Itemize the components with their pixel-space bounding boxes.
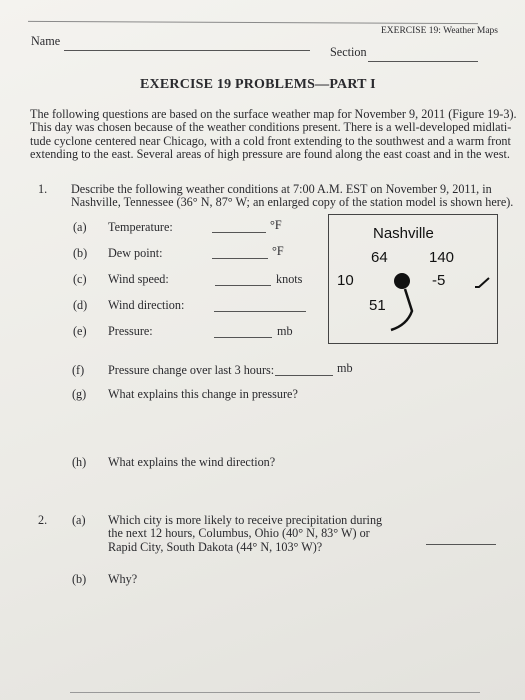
- station-dew-point: 51: [369, 297, 386, 314]
- item-letter: (b): [73, 246, 88, 260]
- station-pressure-change: -5: [432, 272, 446, 289]
- station-city: Nashville: [373, 225, 434, 242]
- q2-number: 2.: [38, 513, 48, 527]
- station-visibility: 10: [337, 272, 354, 289]
- wind-speed-answer[interactable]: [215, 285, 271, 286]
- intro-line: tude cyclone centered near Chicago, with a cold front extending to the southwest and a warm front: [30, 133, 511, 148]
- item-letter: (b): [72, 572, 87, 586]
- intro-line: extending to the east. Several areas of high pressure are found along the east coast and in the west.: [30, 147, 510, 162]
- page-title: EXERCISE 19 PROBLEMS—PART I: [140, 77, 376, 92]
- item-letter: (a): [73, 220, 87, 234]
- dew-point-answer[interactable]: [212, 258, 268, 259]
- pressure-tendency-icon: [475, 278, 489, 287]
- pressure-explain-label: What explains this change in pressure?: [108, 387, 298, 401]
- sky-cover-icon: [394, 273, 410, 289]
- q1-line: Nashville, Tennessee (36° N, 87° W; an enlarged copy of the station model is shown here).: [71, 195, 514, 210]
- q2a-line: the next 12 hours, Columbus, Ohio (40° N, 83° W) or: [108, 526, 370, 541]
- dew-point-label: Dew point:: [108, 246, 163, 260]
- unit-label: mb: [277, 324, 293, 338]
- section-label: Section: [330, 45, 367, 59]
- intro-line: The following questions are based on the surface weather map for November 9, 2011 (Figure 19-3).: [30, 107, 517, 121]
- station-pressure: 140: [429, 249, 455, 266]
- q1-line: Describe the following weather conditions at 7:00 A.M. EST on November 9, 2011, in: [71, 182, 492, 196]
- q2a-line: Rapid City, South Dakota (44° N, 103° W)?: [108, 539, 323, 554]
- unit-label: knots: [276, 272, 303, 286]
- intro-paragraph: [30, 107, 517, 162]
- temperature-label: Temperature:: [108, 220, 173, 234]
- pressure-answer[interactable]: [214, 337, 272, 338]
- q1-prompt: [71, 183, 513, 210]
- name-label: Name: [31, 34, 61, 48]
- wind-direction-label: Wind direction:: [108, 298, 185, 312]
- name-field[interactable]: [64, 50, 310, 51]
- item-letter: (d): [73, 298, 88, 312]
- item-letter: (e): [73, 324, 87, 338]
- item-letter: (a): [72, 513, 86, 527]
- q2a-line: Which city is more likely to receive precipitation during: [108, 513, 383, 527]
- wind-barb-icon: [391, 289, 412, 330]
- item-letter: (h): [72, 455, 87, 469]
- footer-rule: [70, 692, 480, 693]
- q2a-prompt: [108, 514, 382, 554]
- item-letter: (f): [72, 363, 85, 377]
- station-symbols: [329, 215, 497, 343]
- temperature-answer[interactable]: [212, 232, 266, 233]
- q2b-prompt: Why?: [108, 572, 138, 586]
- item-letter: (c): [73, 272, 87, 286]
- wind-direction-answer[interactable]: [214, 311, 306, 312]
- unit-label: mb: [337, 361, 353, 375]
- unit-label: °F: [272, 244, 284, 258]
- station-model-box: [328, 214, 498, 344]
- unit-label: °F: [270, 218, 282, 232]
- intro-line: This day was chosen because of the weather conditions present. There is a well-developed midlati-: [30, 120, 512, 135]
- pressure-label: Pressure:: [108, 324, 153, 338]
- q1-number: 1.: [38, 182, 48, 196]
- header-rule: [28, 21, 478, 24]
- exercise-header: EXERCISE 19: Weather Maps: [381, 26, 499, 36]
- item-letter: (g): [72, 387, 87, 401]
- pressure-change-answer[interactable]: [275, 375, 333, 376]
- section-field[interactable]: [368, 61, 478, 62]
- q2a-answer[interactable]: [426, 544, 496, 545]
- wind-speed-label: Wind speed:: [108, 272, 169, 286]
- wind-explain-label: What explains the wind direction?: [108, 455, 276, 469]
- station-temperature: 64: [371, 249, 388, 266]
- pressure-change-label: Pressure change over last 3 hours:: [108, 363, 275, 377]
